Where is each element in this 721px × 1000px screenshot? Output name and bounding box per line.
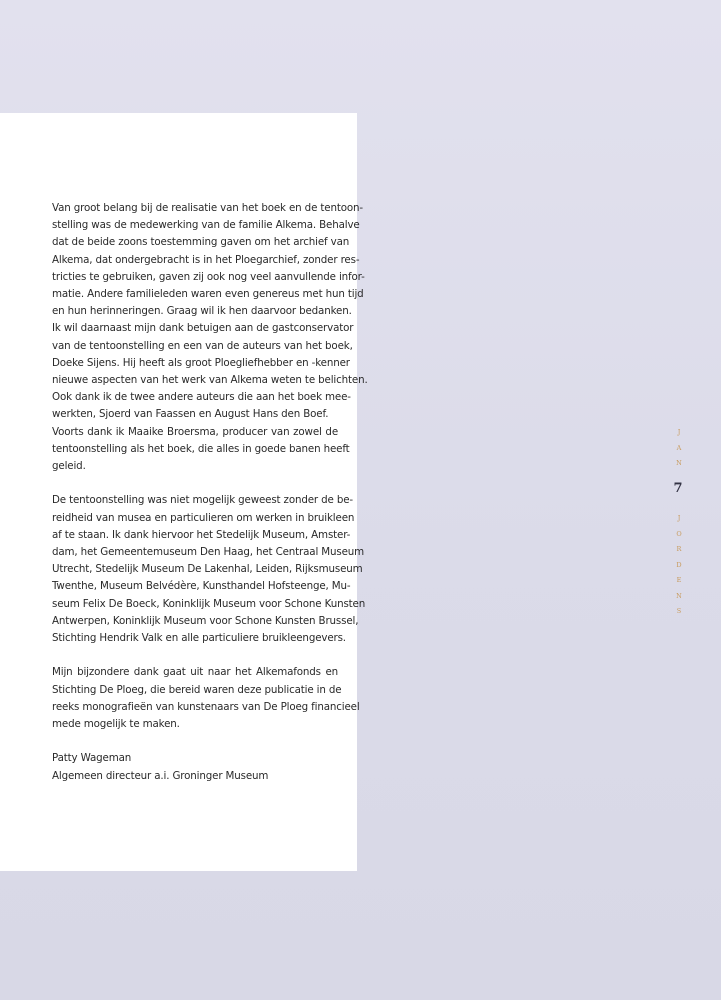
text-line: mede mogelijk te maken. <box>52 718 180 731</box>
text-line: nieuwe aspecten van het werk van Alkema weten te belichten. <box>52 374 368 387</box>
artist-first-name-vertical <box>672 425 686 472</box>
text-line: dat de beide zoons toestemming gaven om het archief van <box>52 236 350 249</box>
text-line: van de tentoonstelling en een van de auteurs van het boek, <box>52 339 353 352</box>
page-number: 7 <box>673 481 683 496</box>
text-line: Alkema, dat ondergebracht is in het Ploegarchief, zonder res- <box>52 253 360 266</box>
letter: O <box>676 529 682 538</box>
text-line: seum Felix De Boeck, Koninklijk Museum voor Schone Kunsten <box>52 597 366 610</box>
artist-last-name-vertical <box>672 511 686 620</box>
paragraph-3 <box>52 424 350 476</box>
text-line: werkten, Sjoerd van Faassen en August Hans den Boef. <box>52 408 329 421</box>
letter: J <box>677 428 681 436</box>
paragraph-2 <box>52 320 368 423</box>
text-line: matie. Andere familieleden waren even genereus met hun tijd <box>52 288 364 301</box>
signature-block <box>52 750 338 784</box>
text-line: Ik wil daarnaast mijn dank betuigen aan de gastconservator <box>52 322 354 335</box>
text-line: Ook dank ik de twee andere auteurs die aan het boek mee- <box>52 391 351 404</box>
letter: D <box>676 560 682 569</box>
text-line: dam, het Gemeentemuseum Den Haag, het Centraal Museum <box>52 546 365 559</box>
paragraph-4 <box>52 492 366 647</box>
text-line: Stichting Hendrik Valk en alle particuliere bruikleengevers. <box>52 632 346 645</box>
letter: N <box>676 591 682 600</box>
text-line: Doeke Sijens. Hij heeft als groot Ploegliefhebber en -kenner <box>52 356 350 369</box>
text-line: reidheid van musea en particulieren om werken in bruikleen <box>52 511 355 524</box>
letter: E <box>676 576 682 584</box>
paragraph-gap <box>52 733 338 750</box>
signature-name: Patty Wageman <box>52 752 132 765</box>
text-line: tricties te gebruiken, gaven zij ook nog veel aanvullende infor- <box>52 270 365 283</box>
text-line: stelling was de medewerking van de familie Alkema. Behalve <box>52 219 360 232</box>
text-line: af te staan. Ik dank hiervoor het Stedelijk Museum, Amster- <box>52 528 351 541</box>
text-line: Van groot belang bij de realisatie van het boek en de tentoon- <box>52 202 363 214</box>
letter: R <box>676 545 682 553</box>
text-line: Utrecht, Stedelijk Museum De Lakenhal, Leiden, Rijksmuseum <box>52 563 363 576</box>
letter: A <box>676 443 682 452</box>
text-line: geleid. <box>52 460 86 473</box>
letter: N <box>676 459 682 467</box>
acknowledgements-text <box>52 200 368 785</box>
letter: S <box>676 607 682 615</box>
text-line: Twenthe, Museum Belvédère, Kunsthandel Hofsteenge, Mu- <box>52 580 351 593</box>
text-line: Stichting De Ploeg, die bereid waren deze publicatie in de <box>52 683 342 696</box>
text-line: en hun herinneringen. Graag wil ik hen daarvoor bedanken. <box>52 305 352 318</box>
text-line: Antwerpen, Koninklijk Museum voor Schone Kunsten Brussel, <box>52 614 359 627</box>
paragraph-gap <box>52 475 338 492</box>
text-line: De tentoonstelling was niet mogelijk geweest zonder de be- <box>52 494 353 507</box>
text-line: Voorts dank ik Maaike Broersma, producer van zowel de <box>52 425 338 438</box>
paragraph-5 <box>52 664 360 733</box>
paragraph-1 <box>52 200 365 320</box>
letter: J <box>677 514 681 522</box>
paragraph-gap <box>52 647 338 664</box>
signature-title: Algemeen directeur a.i. Groninger Museum <box>52 769 269 782</box>
text-line: tentoonstelling als het boek, die alles in goede banen heeft <box>52 442 350 455</box>
text-line: reeks monografieën van kunstenaars van De Ploeg financieel <box>52 700 360 713</box>
text-line: Mijn bijzondere dank gaat uit naar het Alkemafonds en <box>52 666 338 679</box>
